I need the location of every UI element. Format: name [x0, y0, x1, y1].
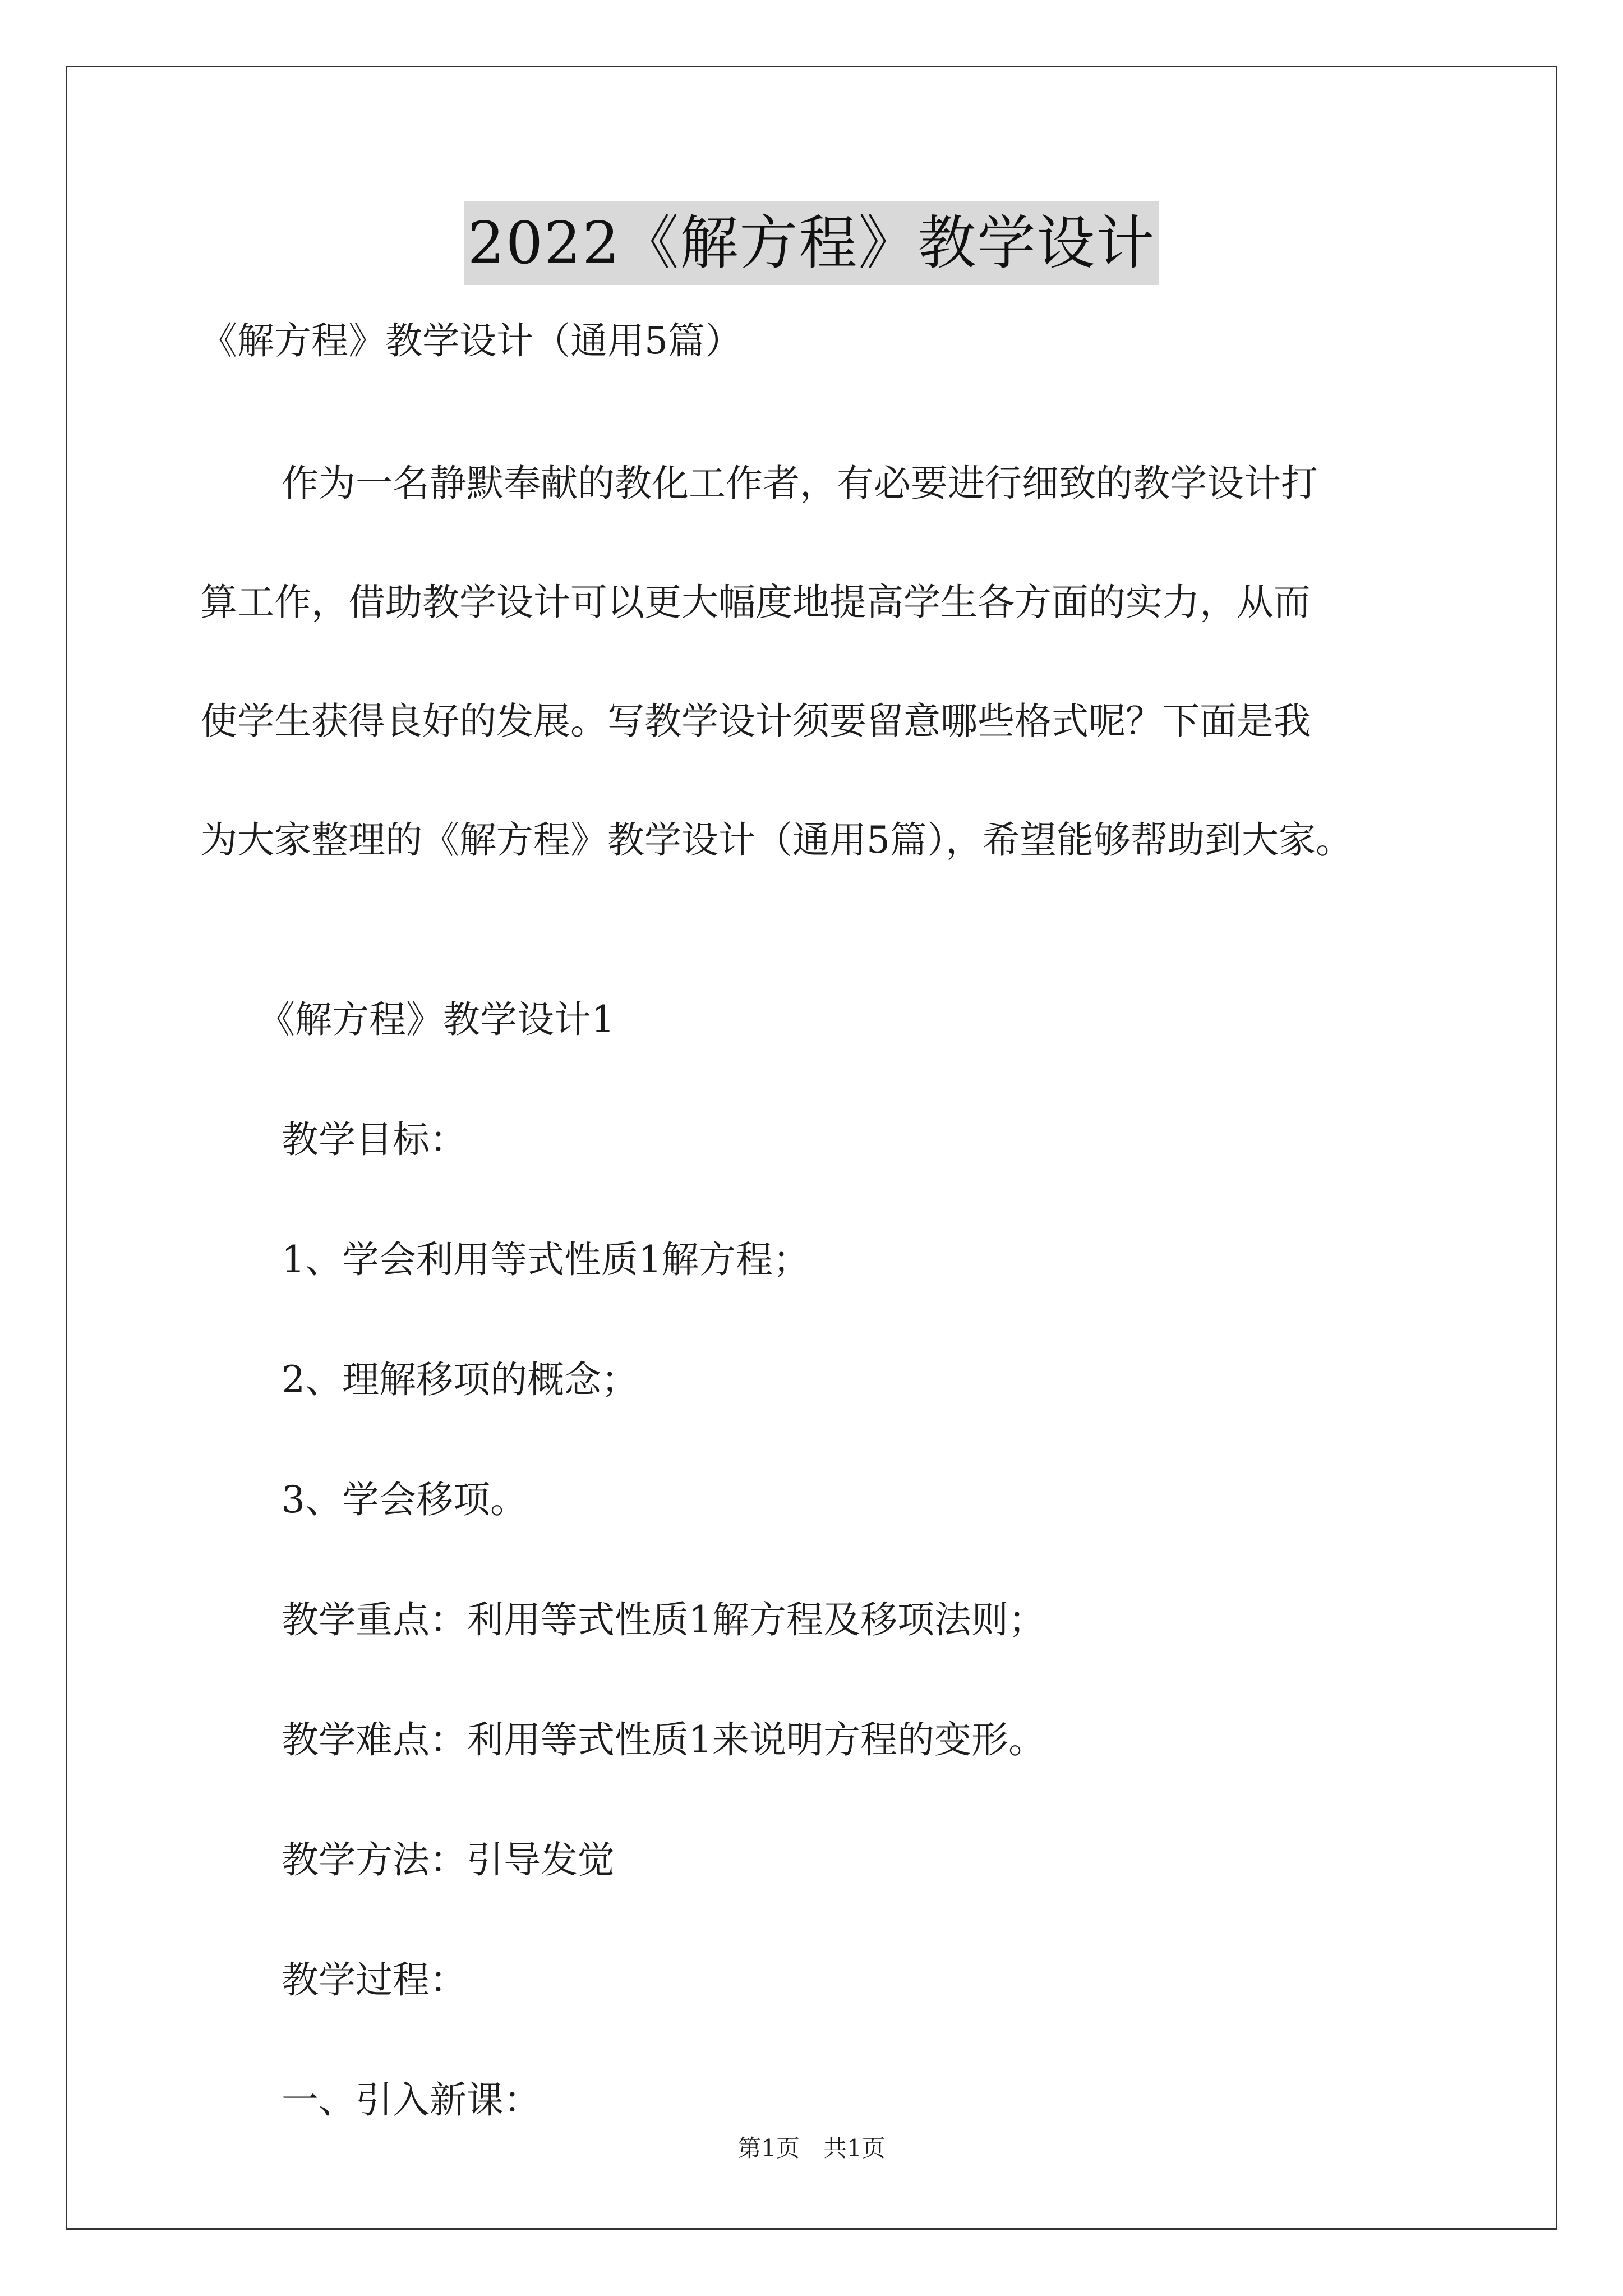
document-subtitle: 《解方程》教学设计（通用5篇）	[200, 319, 742, 362]
list-item: 教学目标：	[282, 1118, 467, 1161]
title-container	[0, 201, 1623, 285]
list-item: 教学重点：利用等式性质1解方程及移项法则；	[282, 1598, 1045, 1641]
list-item: 教学难点：利用等式性质1来说明方程的变形。	[282, 1718, 1045, 1761]
list-item: 3、学会移项。	[282, 1478, 527, 1521]
document-title: 2022《解方程》教学设计	[464, 201, 1159, 285]
intro-line: 作为一名静默奉献的教化工作者，有必要进行细致的教学设计打	[282, 462, 1318, 505]
list-item: 一、引入新课：	[282, 2078, 541, 2122]
list-item: 1、学会利用等式性质1解方程；	[282, 1238, 810, 1281]
page-footer: 第1页 共1页	[737, 2134, 886, 2162]
section-heading: 《解方程》教学设计1	[258, 998, 615, 1041]
intro-line: 为大家整理的《解方程》教学设计（通用5篇），希望能够帮助到大家。	[200, 818, 1353, 862]
intro-line: 算工作，借助教学设计可以更大幅度地提高学生各方面的实力，从而	[200, 581, 1311, 624]
list-item: 教学过程：	[282, 1958, 467, 2001]
intro-line: 使学生获得良好的发展。写教学设计须要留意哪些格式呢？下面是我	[200, 700, 1311, 743]
intro-paragraph	[200, 461, 1434, 937]
list-item: 2、理解移项的概念；	[282, 1358, 638, 1401]
list-item: 教学方法：引导发觉	[282, 1838, 615, 1881]
